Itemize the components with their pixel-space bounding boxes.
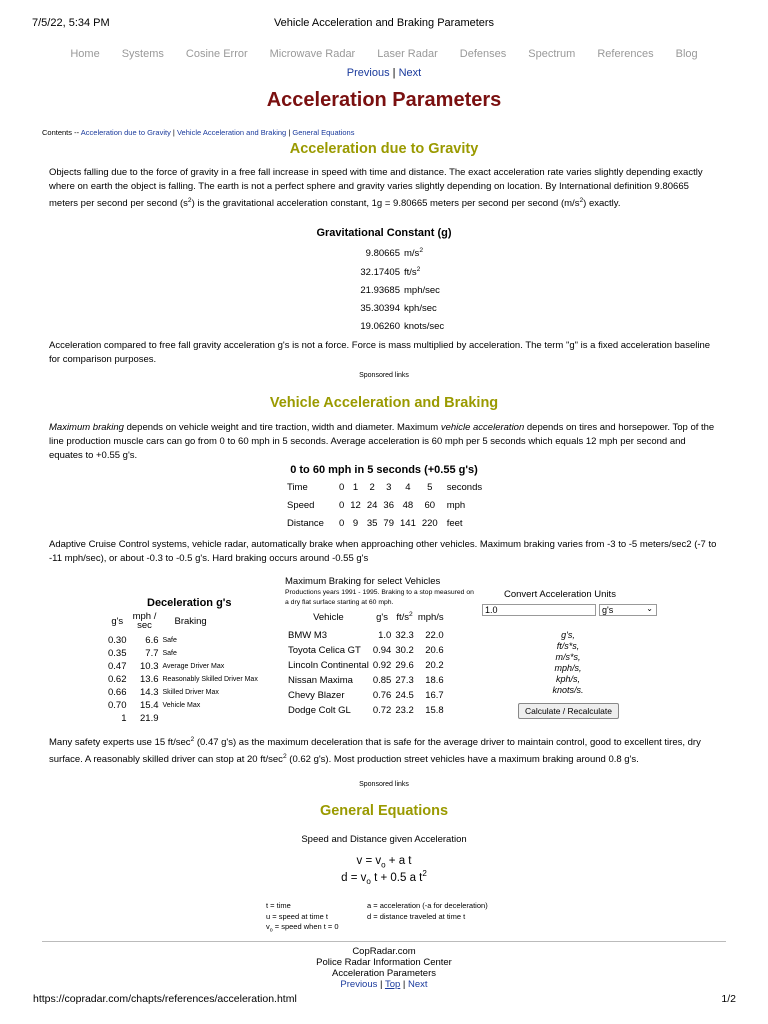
site-footer [0,946,768,990]
maxbrake-cell: 24.5 [395,690,414,702]
footer-sep: | [380,979,383,990]
footer-sep: | [402,979,406,990]
gravity-value: 9.80665 [365,247,400,259]
contents-label: Contents -- [42,128,80,137]
converter-output-line: ft/s*s, [556,641,580,651]
gravity-paragraph: Objects falling due to the force of gravity in a free fall increase in speed with time and distance. The exact acceleration rate varies slightly depending exactly where on earth the object is falling. The earth is not a perfect sphere and gravity varies slightly depending on location. By International definition 9.80665 meters per second per second $(s^2)$ is the gravitational acceleration constant, 1g = 9.80665 meters per second per second $(m/s^2)$ exactly. [49,167,703,210]
decel-header-cell: g's [111,615,124,627]
zero60-cell: 48 [402,500,414,511]
contents-line [42,128,354,137]
top-nav [0,48,768,60]
print-page-number: 1/2 [721,993,736,1005]
contents-link-equations[interactable]: General Equations [292,128,355,137]
contents-link-vehicle[interactable]: Vehicle Acceleration and Braking [176,128,287,137]
converter-output-line: g's, [561,630,575,640]
gravity-row [330,282,444,300]
gravity-table-title: Gravitational Constant (g) [316,227,452,239]
zero60-unit: feet [446,518,463,529]
decel-row [106,647,260,660]
previous-link[interactable]: Previous [346,67,390,79]
top-pager [0,67,768,79]
maxbrake-cell: 0.94 [372,645,392,657]
footer-tagline: Police Radar Information Center [316,957,452,968]
zero60-cell: 0 [338,518,345,529]
contents-sep: | [172,128,175,137]
zero60-cell: 0 [338,482,345,493]
maxbrake-cell: BMW M3 [288,630,328,642]
gravity-unit [404,244,444,263]
print-url: https://copradar.com/chapts/references/acceleration.html [33,993,297,1005]
equations-subtitle: Speed and Distance given Acceleration [301,834,467,845]
zero60-label: Speed [287,500,315,511]
gravity-unit-text: knots/sec [404,321,445,333]
zero60-cell: 60 [424,500,436,511]
print-datetime: 7/5/22, 5:34 PM [32,17,110,29]
decel-cell: 0.70 [108,700,127,711]
sponsored-links: Sponsored links [359,372,409,379]
gravity-value: 35.30394 [360,303,400,315]
maxbrake-cell: 32.3 [395,630,414,642]
maxbrake-header-text: ft/s [396,612,410,624]
nav-item-references[interactable]: References [597,48,654,60]
zero60-title: 0 to 60 mph in 5 seconds (+0.55 g's) [290,464,478,476]
maxbrake-row [286,674,446,689]
zero60-label: Time [287,482,308,493]
decel-cell: Safe [162,650,177,657]
zero60-cell: 35 [366,518,378,529]
converter-output-line: m/s*s, [555,652,581,662]
gravity-unit [404,263,444,282]
decel-cell: 0.30 [108,635,127,646]
footer-site: CopRadar.com [352,946,416,957]
maxbrake-header-cell [393,611,416,629]
decel-cell: 6.6 [145,635,159,646]
legend-a: a = acceleration (-a for deceleration) [367,901,488,910]
sponsored-links-2: Sponsored links [359,781,409,788]
decel-cell: Safe [162,637,177,644]
unit-select-value: g's [602,605,614,615]
calculate-button[interactable]: Calculate / Recalculate [518,703,619,719]
maxbrake-cell: 27.3 [395,675,414,687]
maxbrake-cell: 22.0 [425,630,444,642]
maxbrake-cell: 0.92 [372,660,392,672]
footer-previous-link[interactable]: Previous [340,979,378,990]
maxbrake-cell: Toyota Celica GT [288,645,361,657]
gravity-value: 32.17405 [360,266,400,278]
maxbrake-row [286,644,446,659]
nav-item-blog[interactable]: Blog [675,48,698,60]
converter-title: Convert Acceleration Units [504,589,616,600]
footer-top-link[interactable]: Top [384,979,401,990]
maxbrake-title: Maximum Braking for select Vehicles [285,576,441,587]
converter-output [482,630,654,696]
zero60-label: Distance [287,518,324,529]
gravity-paragraph-2: Acceleration compared to free fall gravity acceleration g's is not a force. Force is mass multiplied by acceleration. The term "g" is a fixed acceleration baseline for comparison purposes. [49,340,711,365]
zero60-row [287,480,482,498]
nav-item-microwave-radar[interactable]: Microwave Radar [269,48,356,60]
chevron-down-icon: ⌄ [646,604,653,613]
zero60-unit: mph [446,500,466,511]
decel-cell: 15.4 [140,700,159,711]
gravity-unit-text: kph/sec [404,303,437,315]
pager-sep: | [392,67,396,79]
maxbrake-cell: Chevy Blazer [288,690,345,702]
footer-page: Acceleration Parameters [331,968,437,979]
acceleration-input[interactable]: 1.0 [482,604,596,616]
decel-cell: 21.9 [140,713,159,724]
zero60-cell: 141 [400,518,416,529]
maxbrake-caption: Productions years 1991 - 1995. Braking to a stop measured on a dry flat surface starting at 60 mph. [285,589,474,606]
maxbrake-header-text: mph/s [417,611,444,623]
maxbrake-table [286,611,446,719]
decel-table [106,612,260,725]
decel-header [106,612,260,634]
nav-item-spectrum[interactable]: Spectrum [528,48,576,60]
maxbrake-cell: 15.8 [425,705,444,717]
converter-output-line: kph/s, [555,674,580,684]
maxbrake-header [286,611,446,629]
zero60-cell: 0 [338,500,345,511]
gravity-unit-sup: 2 [419,247,424,254]
decel-cell: 7.7 [145,648,159,659]
zero60-cell: 12 [350,500,361,511]
gravity-value: 19.06260 [360,321,400,333]
maxbrake-header-sup: 2 [409,611,413,618]
gravity-unit-text: m/s [404,248,420,260]
decel-row [106,686,260,699]
zero60-cell: 5 [427,482,433,493]
contents-link-gravity[interactable]: Acceleration due to Gravity [80,128,171,137]
maxbrake-row [286,689,446,704]
gravity-unit [404,318,444,336]
equations-legend-left [266,901,339,936]
maxbrake-cell: Lincoln Continental [288,660,369,672]
equation-distance: $d = v_o$ t + 0.5 a $t^2$ [341,869,427,887]
nav-item-cosine-error[interactable]: Cosine Error [185,48,248,60]
nav-item-defenses[interactable]: Defenses [459,48,507,60]
next-link[interactable]: Next [398,67,422,79]
maxbrake-cell: 23.2 [395,705,414,717]
footer-next-link[interactable]: Next [408,979,428,990]
maxbrake-row [286,704,446,719]
decel-cell: 0.35 [108,648,127,659]
gravity-unit-sup: 2 [416,266,421,274]
equations-heading: General Equations [319,803,449,819]
maxbrake-cell: 1.0 [378,630,392,642]
decel-row [106,712,260,725]
vehicle-paragraph-3: Many safety experts use 15 $ft/\sec^2$ (0.47 g's) as the maximum deceleration that is safe for the average driver to maintain control, good to excellent tires, dry surface. A reasonably skilled driver can stop at 20 $ft/\sec^2$ (0.62 g's). Most production street vehicles have a maximum braking around 0.8 g's. [49,736,701,766]
contents-sep: | [288,128,291,137]
decel-cell: 0.66 [108,687,127,698]
nav-item-home[interactable]: Home [70,48,100,60]
decel-row [106,634,260,647]
decel-cell: 0.62 [108,674,127,685]
maxbrake-header-cell [286,611,371,629]
gravity-table [330,244,444,336]
gravity-value: 21.93685 [360,285,400,297]
zero60-cell: 220 [421,518,438,529]
maxbrake-row [286,629,446,644]
gravity-unit [404,300,444,318]
decel-row [106,660,260,673]
zero60-cell: 2 [369,482,375,493]
maxbrake-header-cell [416,611,446,629]
footer-pager [0,979,768,990]
zero60-cell: 36 [383,500,394,511]
decel-cell: 10.3 [140,661,159,672]
zero60-row [287,498,482,516]
zero60-table [287,480,482,534]
decel-cell: 13.6 [140,674,159,685]
maxbrake-cell: 0.76 [372,690,392,702]
decel-cell: 0.47 [108,661,127,672]
maxbrake-cell: 0.72 [372,705,392,717]
gravity-unit-text: ft/s [404,267,417,279]
decel-cell: Reasonably Skilled Driver Max [162,676,258,683]
maxbrake-row [286,659,446,674]
nav-item-systems[interactable]: Systems [121,48,164,60]
zero60-cell: 9 [352,518,359,529]
zero60-cell: 3 [386,482,392,493]
maxbrake-cell: 18.6 [425,675,444,687]
converter-output-line: knots/s. [552,685,584,695]
zero60-cell: 1 [352,482,359,493]
decel-header-cell: mph / sec [132,611,157,631]
vehicle-heading: Vehicle Acceleration and Braking [269,395,499,411]
equation-speed: $v = v_o + a$ t [356,855,412,870]
unit-select[interactable] [599,604,657,616]
maxbrake-cell: 16.7 [425,690,444,702]
decel-cell: Average Driver Max [162,663,225,670]
decel-title: Deceleration g's [147,597,232,609]
decel-header-cell: Braking [174,615,207,627]
maxbrake-cell: 30.2 [395,645,414,657]
gravity-row [330,244,444,263]
maxbrake-cell: Dodge Colt GL [288,705,351,717]
gravity-row [330,318,444,336]
maxbrake-cell: 20.6 [425,645,444,657]
decel-cell: Vehicle Max [162,702,201,709]
page-title: Acceleration Parameters [266,89,502,111]
maxbrake-cell: Nissan Maxima [288,675,353,687]
zero60-cell: 4 [405,482,411,493]
legend-u: u = speed at time t [266,911,328,921]
converter-output-line: mph/s, [554,663,582,673]
legend-d: d = distance traveled at time t [367,911,466,921]
legend-vo: $v_o$ = speed when t = 0 [266,922,339,934]
equations-legend-right [367,901,488,922]
decel-cell [161,712,260,725]
decel-cell: 1 [121,713,127,724]
print-title: Vehicle Acceleration and Braking Parameters [273,17,495,29]
vehicle-paragraph-2: Adaptive Cruise Control systems, vehicle radar, automatically brake when approaching other vehicles. Maximum braking varies from -3 to -5 meters/sec2 (-7 to -11 mph/sec), or about -0.3 to -0.5 g's. Hard braking occurs around -0.55 g's [49,539,717,564]
gravity-row [330,263,444,282]
gravity-unit-text: mph/sec [404,285,440,297]
maxbrake-header-text: g's [376,611,388,623]
decel-row [106,673,260,686]
maxbrake-cell: 29.6 [395,660,414,672]
zero60-cell: 79 [383,518,394,529]
gravity-heading: Acceleration due to Gravity [289,141,479,157]
gravity-unit [404,282,444,300]
gravity-row [330,300,444,318]
maxbrake-header-text: Vehicle [313,611,344,623]
legend-t: t = time [266,901,291,910]
maxbrake-cell: 20.2 [425,660,444,672]
decel-cell: Skilled Driver Max [162,689,219,696]
nav-item-laser-radar[interactable]: Laser Radar [377,48,438,60]
zero60-unit: seconds [446,482,483,493]
decel-cell: 14.3 [140,687,159,698]
decel-row [106,699,260,712]
footer-divider [42,941,726,942]
maxbrake-cell: 0.85 [372,675,392,687]
zero60-cell: 24 [366,500,378,511]
zero60-row [287,516,482,534]
maxbrake-header-cell [371,611,394,629]
vehicle-paragraph: Maximum braking depends on vehicle weight and tire traction, width and diameter. Maximum vehicle acceleration depends on tires and horsepower. Top of the line production muscle cars can go from 0 to 60 mph in 5 seconds. Average acceleration is 60 mph per 5 seconds which equals 12 mph per second and equates to +0.55 g's. [49,422,715,461]
